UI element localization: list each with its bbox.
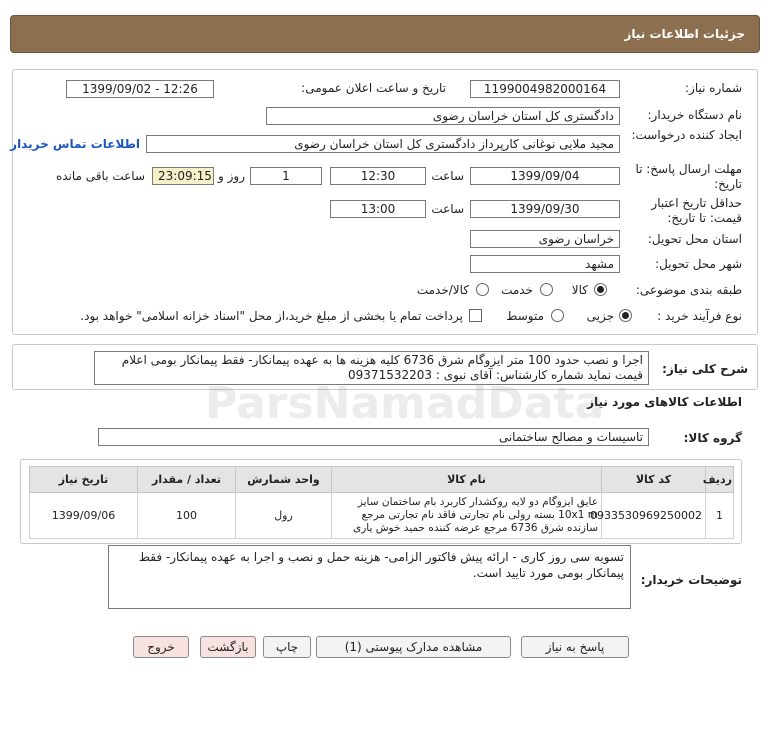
cell-date: 1399/09/06: [30, 493, 138, 539]
reply-time-label: ساعت: [431, 169, 464, 183]
reply-deadline-label: مهلت ارسال پاسخ: تا تاریخ:: [635, 162, 742, 191]
creator-field: مجید ملایی نوغانی کارپرداز دادگستری کل استان خراسان رضوی: [146, 135, 620, 153]
validity-time-field: 13:00: [330, 200, 426, 218]
category-label: طبقه بندی موضوعی:: [635, 283, 742, 297]
watermark: ParsNamadData: [205, 378, 605, 429]
col-unit: واحد شمارش: [236, 467, 332, 493]
remaining-label: ساعت باقی مانده: [55, 169, 145, 183]
creator-label: ایجاد کننده درخواست:: [631, 128, 742, 142]
treasury-payment-note: پرداخت تمام یا بخشی از مبلغ خرید،از محل "اسناد خزانه اسلامی" خواهد بود.: [80, 309, 463, 323]
cell-code: 0933530969250002: [602, 493, 706, 539]
validity-label: حداقل تاریخ اعتبار قیمت: تا تاریخ:: [651, 196, 742, 225]
buyer-org-field: دادگستری کل استان خراسان رضوی: [266, 107, 620, 125]
validity-date-field: 1399/09/30: [470, 200, 620, 218]
print-button[interactable]: چاپ: [263, 636, 311, 658]
category-goods-service-radio[interactable]: [476, 283, 489, 296]
goods-group-field: تاسیسات و مصالح ساختمانی: [98, 428, 649, 446]
city-field: مشهد: [470, 255, 620, 273]
description-field: اجرا و نصب حدود 100 متر ایزوگام شرق 6736 کلیه هزینه ها به عهده پیمانکار- فقط پیمانکار بومی اعلام قیمت نماید شماره کارشناس: آقای نبوی : 09371532203: [94, 351, 649, 385]
buyer-notes-label: توضیحات خریدار:: [640, 573, 742, 587]
goods-group-label: گروه کالا:: [683, 431, 742, 445]
contact-info-link[interactable]: اطلاعات تماس خریدار: [10, 137, 140, 151]
process-medium-radio[interactable]: [551, 309, 564, 322]
category-service-label: خدمت: [501, 283, 533, 297]
cell-row: 1: [706, 493, 734, 539]
category-goods-service-label: کالا/خدمت: [416, 283, 469, 297]
remaining-time-field: 23:09:15: [152, 167, 214, 185]
page-header: [10, 15, 760, 53]
reply-button[interactable]: پاسخ به نیاز: [521, 636, 629, 658]
exit-button[interactable]: خروج: [133, 636, 189, 658]
table-row: [30, 493, 734, 539]
process-label: نوع فرآیند خرید :: [657, 309, 742, 323]
days-label: روز و: [218, 169, 245, 183]
buyer-notes-field: تسویه سی روز کاری - ارائه پیش فاکتور الزامی- هزینه حمل و نصب و اجرا به عهده پیمانکار- فقط پیمانکار بومی مورد تایید است.: [108, 545, 631, 609]
col-code: کد کالا: [602, 467, 706, 493]
days-field: 1: [250, 167, 322, 185]
back-button[interactable]: بازگشت: [200, 636, 256, 658]
cell-unit: رول: [236, 493, 332, 539]
announce-field: 1399/09/02 - 12:26: [66, 80, 214, 98]
goods-table-panel: [20, 459, 742, 544]
category-service-radio[interactable]: [540, 283, 553, 296]
goods-section-title: اطلاعات کالاهای مورد نیاز: [587, 395, 742, 409]
goods-table-header: [30, 467, 734, 493]
validity-time-label: ساعت: [431, 202, 464, 216]
attachments-button[interactable]: مشاهده مدارک پیوستی (1): [316, 636, 511, 658]
cell-qty: 100: [138, 493, 236, 539]
col-qty: تعداد / مقدار: [138, 467, 236, 493]
page-title: جزئیات اطلاعات نیاز: [624, 27, 745, 41]
reply-time-field: 12:30: [330, 167, 426, 185]
process-minor-radio[interactable]: [619, 309, 632, 322]
category-goods-label: کالا: [571, 283, 588, 297]
process-minor-label: جزیی: [586, 309, 614, 323]
category-goods-radio[interactable]: [594, 283, 607, 296]
announce-label: تاریخ و ساعت اعلان عمومی:: [301, 81, 446, 95]
col-row: ردیف: [706, 467, 734, 493]
need-number-label: شماره نیاز:: [685, 81, 742, 95]
reply-date-field: 1399/09/04: [470, 167, 620, 185]
col-name: نام کالا: [332, 467, 602, 493]
description-label: شرح کلی نیاز:: [662, 362, 748, 376]
goods-table: [29, 466, 734, 539]
cell-name: عایق ایزوگام دو لایه روکشدار کاربرد بام ساختمان سایز 10x1 m بسته رولی نام تجارتی فاقد نام تجارتی مرجع سازنده شرق 6736 مرجع عرضه کننده حمید خوش یاری: [332, 493, 602, 539]
city-label: شهر محل تحویل:: [655, 257, 742, 271]
buyer-org-label: نام دستگاه خریدار:: [647, 108, 742, 122]
province-field: خراسان رضوی: [470, 230, 620, 248]
treasury-payment-checkbox[interactable]: [469, 309, 482, 322]
need-number-field: 1199004982000164: [470, 80, 620, 98]
col-date: تاریخ نیاز: [30, 467, 138, 493]
province-label: استان محل تحویل:: [647, 232, 742, 246]
process-medium-label: متوسط: [506, 309, 544, 323]
